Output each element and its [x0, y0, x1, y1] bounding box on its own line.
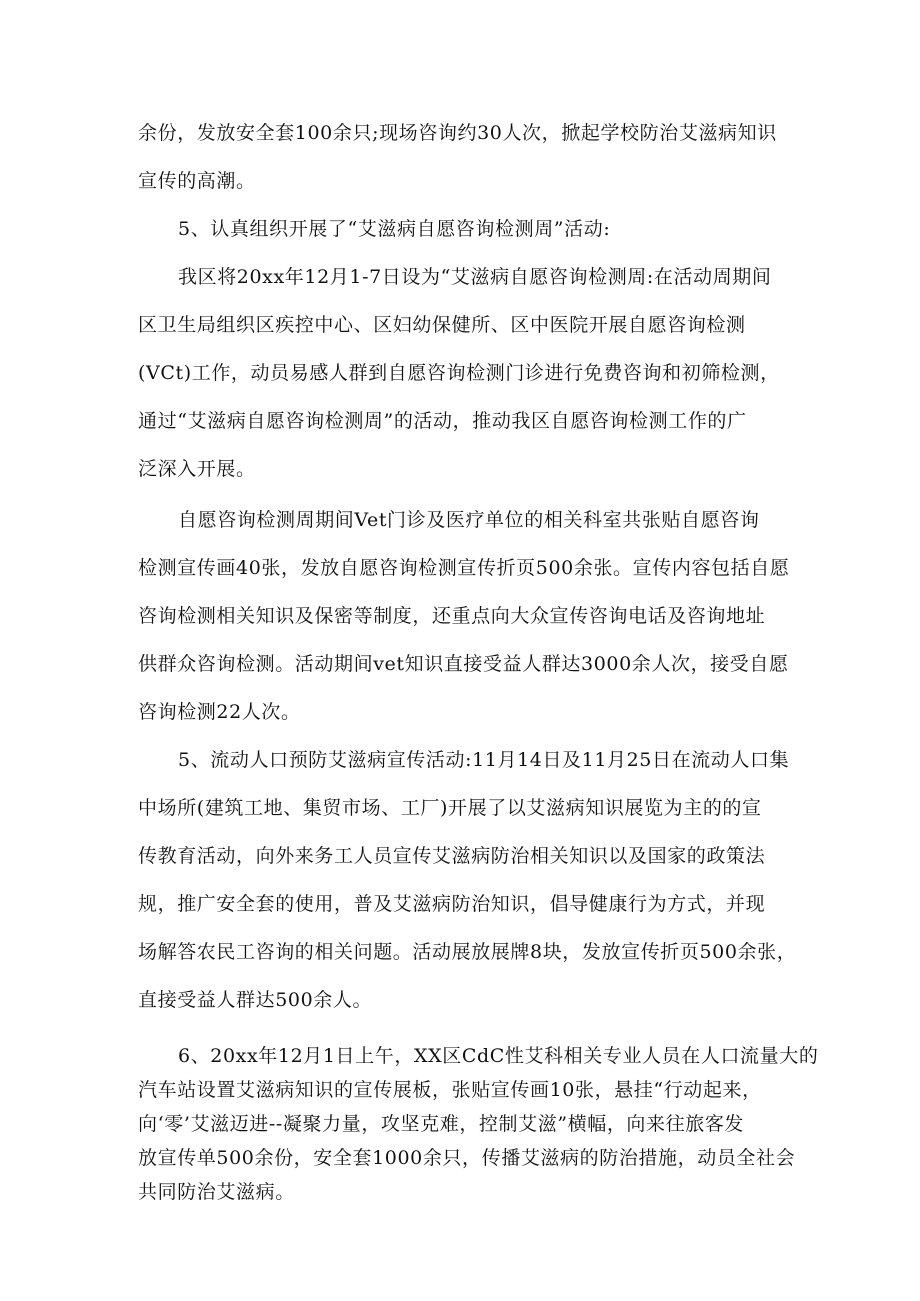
text-line: 场解答农民工咨询的相关问题。活动展放展牌8块，发放宣传折页500余张，: [138, 941, 797, 963]
text-line: 供群众咨询检测。活动期间vet知识直接受益人群达3000余人次，接受自愿: [138, 653, 789, 675]
text-line: 中场所(建筑工地、集贸市场、工厂)开展了以艾滋病知识展览为主的的宣: [138, 797, 762, 819]
text-line: 规，推广安全套的使用，普及艾滋病防治知识，倡导健康行为方式，并现: [138, 893, 766, 915]
text-line: 6、20xx年12月1日上午，XX区CdC性艾科相关专业人员在人口流量大的: [178, 1045, 819, 1067]
text-line: (VCt)工作，动员易感人群到自愿咨询检测门诊进行免费咨询和初筛检测，: [138, 362, 780, 384]
text-line: 泛深入开展。: [138, 458, 256, 480]
text-line: 区卫生局组织区疾控中心、区妇幼保健所、区中医院开展自愿咨询检测: [138, 314, 746, 336]
text-line: 检测宣传画40张，发放自愿咨询检测宣传折页500余张。宣传内容包括自愿: [138, 557, 790, 579]
text-line: 自愿咨询检测周期间Vet门诊及医疗单位的相关科室共张贴自愿咨询: [178, 509, 760, 531]
text-line: 5、流动人口预防艾滋病宣传活动:11月14日及11月25日在流动人口集: [178, 749, 790, 771]
text-line: 向‘零’艾滋迈进--凝聚力量，攻坚克难，控制艾滋”横幅，向来往旅客发: [138, 1113, 745, 1135]
text-line: 传教育活动，向外来务工人员宣传艾滋病防治相关知识以及国家的政策法: [138, 845, 766, 867]
text-line: 汽车站设置艾滋病知识的宣传展板，张贴宣传画10张，悬挂“行动起来，: [138, 1079, 762, 1101]
text-line: 我区将20xx年12月1-7日设为“艾滋病自愿咨询检测周:在活动周期间: [178, 266, 772, 288]
text-line: 共同防治艾滋病。: [138, 1181, 295, 1203]
text-line: 宣传的高潮。: [138, 170, 256, 192]
section-heading: 5、认真组织开展了“艾滋病自愿咨询检测周”活动:: [178, 218, 611, 240]
text-line: 余份，发放安全套100余只;现场咨询约30人次，掀起学校防治艾滋病知识: [138, 122, 777, 144]
text-line: 咨询检测22人次。: [138, 701, 301, 723]
text-line: 咨询检测相关知识及保密等制度，还重点向大众宣传咨询电话及咨询地址: [138, 605, 766, 627]
text-line: 通过“艾滋病自愿咨询检测周”的活动，推动我区自愿咨询检测工作的广: [138, 410, 747, 432]
text-line: 直接受益人群达500余人。: [138, 989, 373, 1011]
text-line: 放宣传单500余份，安全套1000余只，传播艾滋病的防治措施，动员全社会: [138, 1147, 796, 1169]
